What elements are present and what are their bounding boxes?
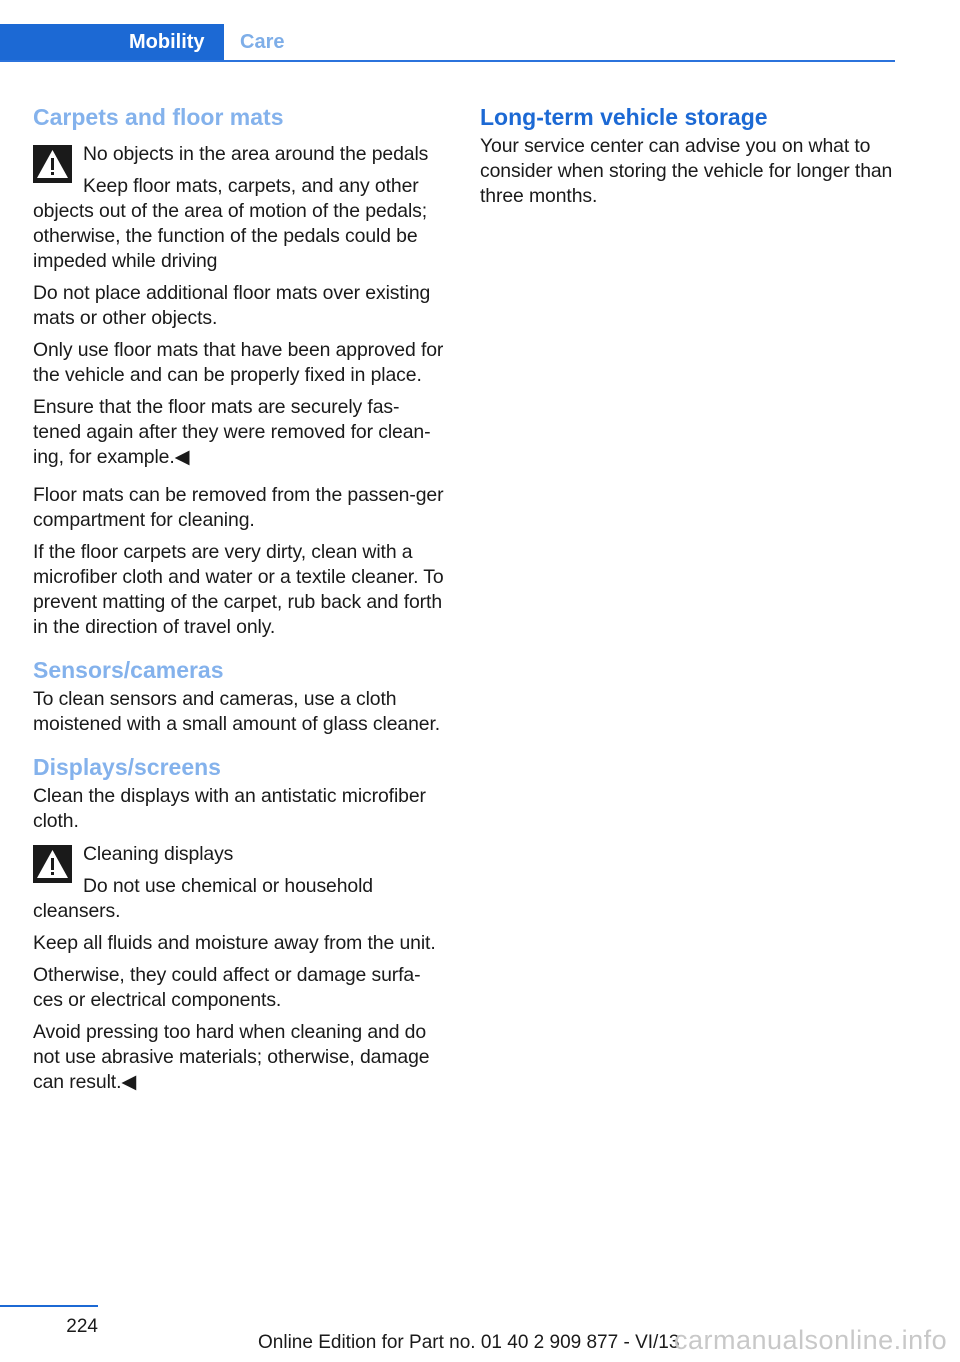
paragraph: Ensure that the floor mats are securely fas‐tened again after they were removed for clean‐ing, for example.◀ — [33, 396, 431, 468]
warning-pedals — [33, 142, 447, 274]
section-tab-bar — [0, 24, 895, 62]
paragraph: Keep all fluids and moisture away from the unit. — [33, 932, 436, 954]
paragraph: If the floor carpets are very dirty, clean with a microfiber cloth and water or a textile cleaner. To prevent matting of the carpet, rub back and forth in the direction of travel only. — [33, 541, 444, 638]
tab-care[interactable]: Care — [240, 31, 285, 53]
footer-rule — [0, 1305, 98, 1307]
paragraph: To clean sensors and cameras, use a cloth moistened with a small amount of glass cleaner. — [33, 688, 441, 735]
heading-carpets: Carpets and floor mats — [33, 104, 284, 130]
paragraph: Clean the displays with an antistatic microfiber cloth. — [33, 785, 426, 832]
paragraph: Floor mats can be removed from the passen‐ger compartment for cleaning. — [33, 484, 444, 531]
warning-title: No objects in the area around the pedals — [83, 143, 429, 165]
right-column — [480, 100, 900, 209]
warning-text: Keep floor mats, carpets, and any other objects out of the area of motion of the pedals; otherwise, the function of the pedals could be impeded while driving — [33, 175, 428, 272]
warning-title: Cleaning displays — [83, 843, 234, 865]
heading-sensors: Sensors/cameras — [33, 657, 224, 683]
edition-text: Online Edition for Part no. 01 40 2 909 877 - VI/13 — [258, 1332, 680, 1353]
paragraph: Otherwise, they could affect or damage surfa‐ces or electrical components. — [33, 964, 421, 1011]
paragraph: Your service center can advise you on what to consider when storing the vehicle for longer than three months. — [480, 135, 893, 207]
warning-displays — [33, 842, 447, 924]
warning-triangle-icon — [33, 145, 72, 183]
heading-displays: Displays/screens — [33, 754, 221, 780]
page-number: 224 — [66, 1316, 98, 1337]
tab-mobility[interactable]: Mobility — [0, 24, 224, 60]
paragraph: Avoid pressing too hard when cleaning and do not use abrasive materials; otherwise, damage can result.◀ — [33, 1021, 430, 1093]
warning-triangle-icon — [33, 845, 72, 883]
heading-storage: Long-term vehicle storage — [480, 104, 768, 130]
warning-text: Do not use chemical or household cleansers. — [33, 875, 373, 922]
left-column — [33, 100, 447, 1095]
paragraph: Do not place additional floor mats over existing mats or other objects. — [33, 282, 431, 329]
paragraph: Only use floor mats that have been approved for the vehicle and can be properly fixed in place. — [33, 339, 444, 386]
watermark: carmanualsonline.info — [674, 1325, 948, 1355]
